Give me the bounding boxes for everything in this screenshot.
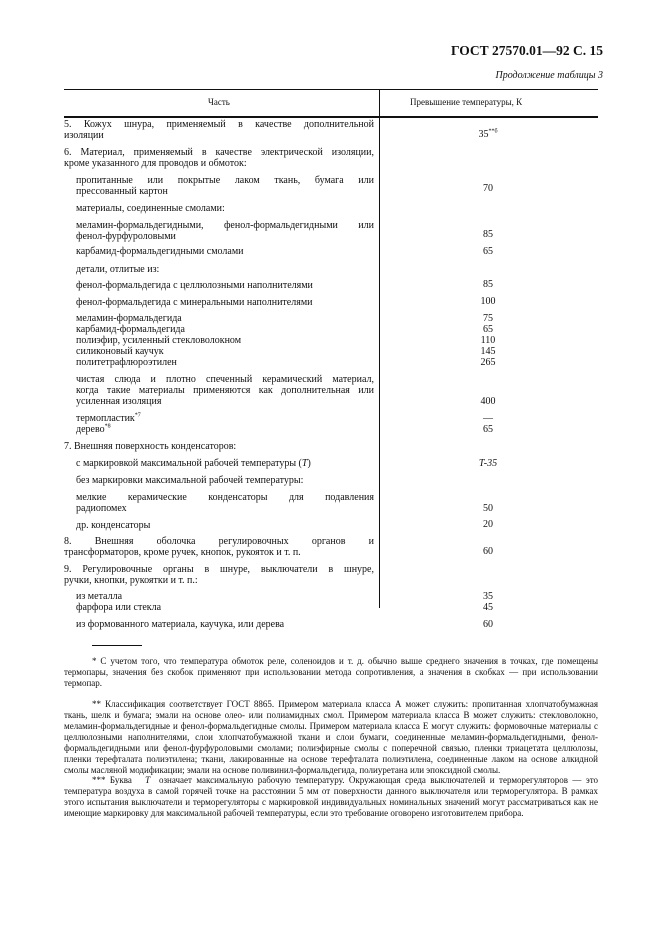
row-6-13-value: 400 <box>480 396 496 407</box>
row-6-2: материалы, соединенные смолами: <box>76 203 225 214</box>
row-6-13-line-2: когда такие материалы применяются как дополнительная или <box>76 385 374 396</box>
row-6-13-line-3: усиленная изоляция <box>76 396 162 407</box>
table-header-rule <box>64 116 598 118</box>
table-column-divider <box>379 89 380 608</box>
row-7: 7. Внешняя поверхность конденсаторов: <box>64 441 237 452</box>
row-8-value: 60 <box>483 546 493 557</box>
row-6-9: карбамид-формальдегида <box>76 324 185 335</box>
row-9-1: из металла <box>76 591 123 602</box>
footnote-1: * С учетом того, что температура обмоток реле, соленоидов и т. д. обычно выше среднего значения в точках, где помещены термопары, значения без скобок применяют при использовании метода сопротивления, а значения в скобках — при использовании термопар. <box>64 656 598 688</box>
row-6-6: фенол-формальдегида с целлюлозными наполнителями <box>76 280 313 291</box>
footnote-3: *** Буква T означает максимальную рабочую температуру. Окружающая среда выключателей и терморегуляторов — это температура воздуха в самой горячей точке на расстоянии 5 мм от поверхности данного выключателя или терморегулятора. В рамках этого испытания выключатели и терморегуляторы с маркировкой индивидуальных номинальных значений могут рассматриваться как не имеющие маркировку для максимальной рабочей температуры, если это требование оговорено изготовителем прибора. <box>64 775 599 818</box>
row-7-3-line-2: радиопомех <box>76 503 127 514</box>
page-header: ГОСТ 27570.01—92 С. 15 <box>450 43 603 58</box>
row-9-2-value: 45 <box>483 602 493 613</box>
row-9-line-2: ручки, кнопки, рукоятки и т. п.: <box>64 575 198 586</box>
row-7-4: др. конденсаторы <box>76 520 151 531</box>
row-5-line-2: изоляции <box>64 130 104 141</box>
column-header-temperature: Превышение температуры, К <box>410 97 523 107</box>
row-6-5: детали, отлитые из: <box>76 264 160 275</box>
row-7-2: без маркировки максимальной рабочей температуры: <box>76 475 304 486</box>
row-7-3-line-1: мелкие керамические конденсаторы для подавления <box>76 492 374 503</box>
row-6-line-1: 6. Материал, применяемый в качестве электрической изоляции, <box>64 147 374 158</box>
row-6-3-line-1: меламин-формальдегидными, фенол-формальдегидными или <box>76 220 374 231</box>
row-5-value: $35^{**б}$ <box>478 128 498 140</box>
row-6-3-line-2: фенол-фурфуроловыми <box>76 231 176 242</box>
row-9-1-value: 35 <box>483 591 493 602</box>
row-6-1-line-2: прессованный картон <box>76 186 168 197</box>
row-6-6-value: 85 <box>483 279 493 290</box>
row-6-9-value: 65 <box>483 324 493 335</box>
row-7-4-value: 20 <box>483 519 493 530</box>
row-5-line-1: 5. Кожух шнура, применяемый в качестве дополнительной <box>64 119 374 130</box>
row-6-14-value: — <box>483 413 493 424</box>
row-6-15-footnote-mark: *8 <box>104 423 111 430</box>
row-6-14: термопластик$^{*7}$ <box>76 412 141 424</box>
row-9-3: из формованного материала, каучука, или дерева <box>76 619 285 630</box>
footnote-2: ** Классификация соответствует ГОСТ 8865. Примером материала класса А может служить: пропитанная хлопчатобумажная ткань, шелк и бумага; эмали на основе олео- или полиамидных смол. Примером материала класса В может служить: стекловолокно, меламин-формальдегидные и фенол-формальдегидные смолы. Примером материала класса Е могут служить: формовочные материалы с целлюлозными наполнителями, слои хлопчатобумажной ткани и слои бумаги, соединенные меламин-формальдегидными, фенол-формальдегидными или фенол-фурфуроловыми смолами; полиэфирные смолы с поперечной связью, пленки триацетата целлюлозы, пленки терефталата полиэтилена; ткани, лакированные на основе терефталата полиэтилена, соединенные лаком на основе алкидной смолы масляной модификации; эмали на основе поливинил-формальдегида, полиуретана или эпоксидной смолы. <box>64 699 598 775</box>
row-9-2: фарфора или стекла <box>76 602 162 613</box>
table-continuation-label: Продолжение таблицы 3 <box>495 70 603 81</box>
row-6-14-footnote-mark: *7 <box>134 412 141 419</box>
row-6-1-line-1: пропитанные или покрытые лаком ткань, бумага или <box>76 175 374 186</box>
table-top-rule <box>64 89 598 90</box>
row-7-1-value: T-35 <box>478 458 498 469</box>
row-9-line-1: 9. Регулировочные органы в шнуре, выключатели в шнуре, <box>64 564 374 575</box>
row-6-13-line-1: чистая слюда и плотно спеченный керамический материал, <box>76 374 374 385</box>
row-6-3-value: 85 <box>483 229 493 240</box>
row-6-15-value: 65 <box>483 424 493 435</box>
row-7-1: с маркировкой максимальной рабочей температуры (T) <box>76 458 311 469</box>
row-6-11-value: 145 <box>480 346 496 357</box>
row-6-12: политетрафлюроэтилен <box>76 357 177 368</box>
row-5-footnote-mark: **б <box>488 128 498 135</box>
row-6-11: силиконовый каучук <box>76 346 164 357</box>
row-6-12-value: 265 <box>480 357 496 368</box>
row-6-7-value: 100 <box>480 296 496 307</box>
row-6-4-value: 65 <box>483 246 493 257</box>
row-6-1-value: 70 <box>483 183 493 194</box>
row-6-line-2: кроме указанного для проводов и обмоток: <box>64 158 247 169</box>
row-7-3-value: 50 <box>483 503 493 514</box>
row-8-line-1: 8. Внешняя оболочка регулировочных органов и <box>64 536 374 547</box>
row-6-8: меламин-формальдегида <box>76 313 182 324</box>
column-header-part: Часть <box>208 97 230 107</box>
row-6-10-value: 110 <box>480 335 496 346</box>
row-6-7: фенол-формальдегида с минеральными наполнителями <box>76 297 313 308</box>
row-9-3-value: 60 <box>483 619 493 630</box>
row-6-15: дерево$^{*8}$ <box>76 423 111 435</box>
row-6-4: карбамид-формальдегидными смолами <box>76 246 244 257</box>
row-6-10: полиэфир, усиленный стекловолокном <box>76 335 242 346</box>
footnote-separator <box>92 645 142 646</box>
row-8-line-2: трансформаторов, кроме ручек, кнопок, рукояток и т. п. <box>64 547 301 558</box>
row-6-8-value: 75 <box>483 313 493 324</box>
